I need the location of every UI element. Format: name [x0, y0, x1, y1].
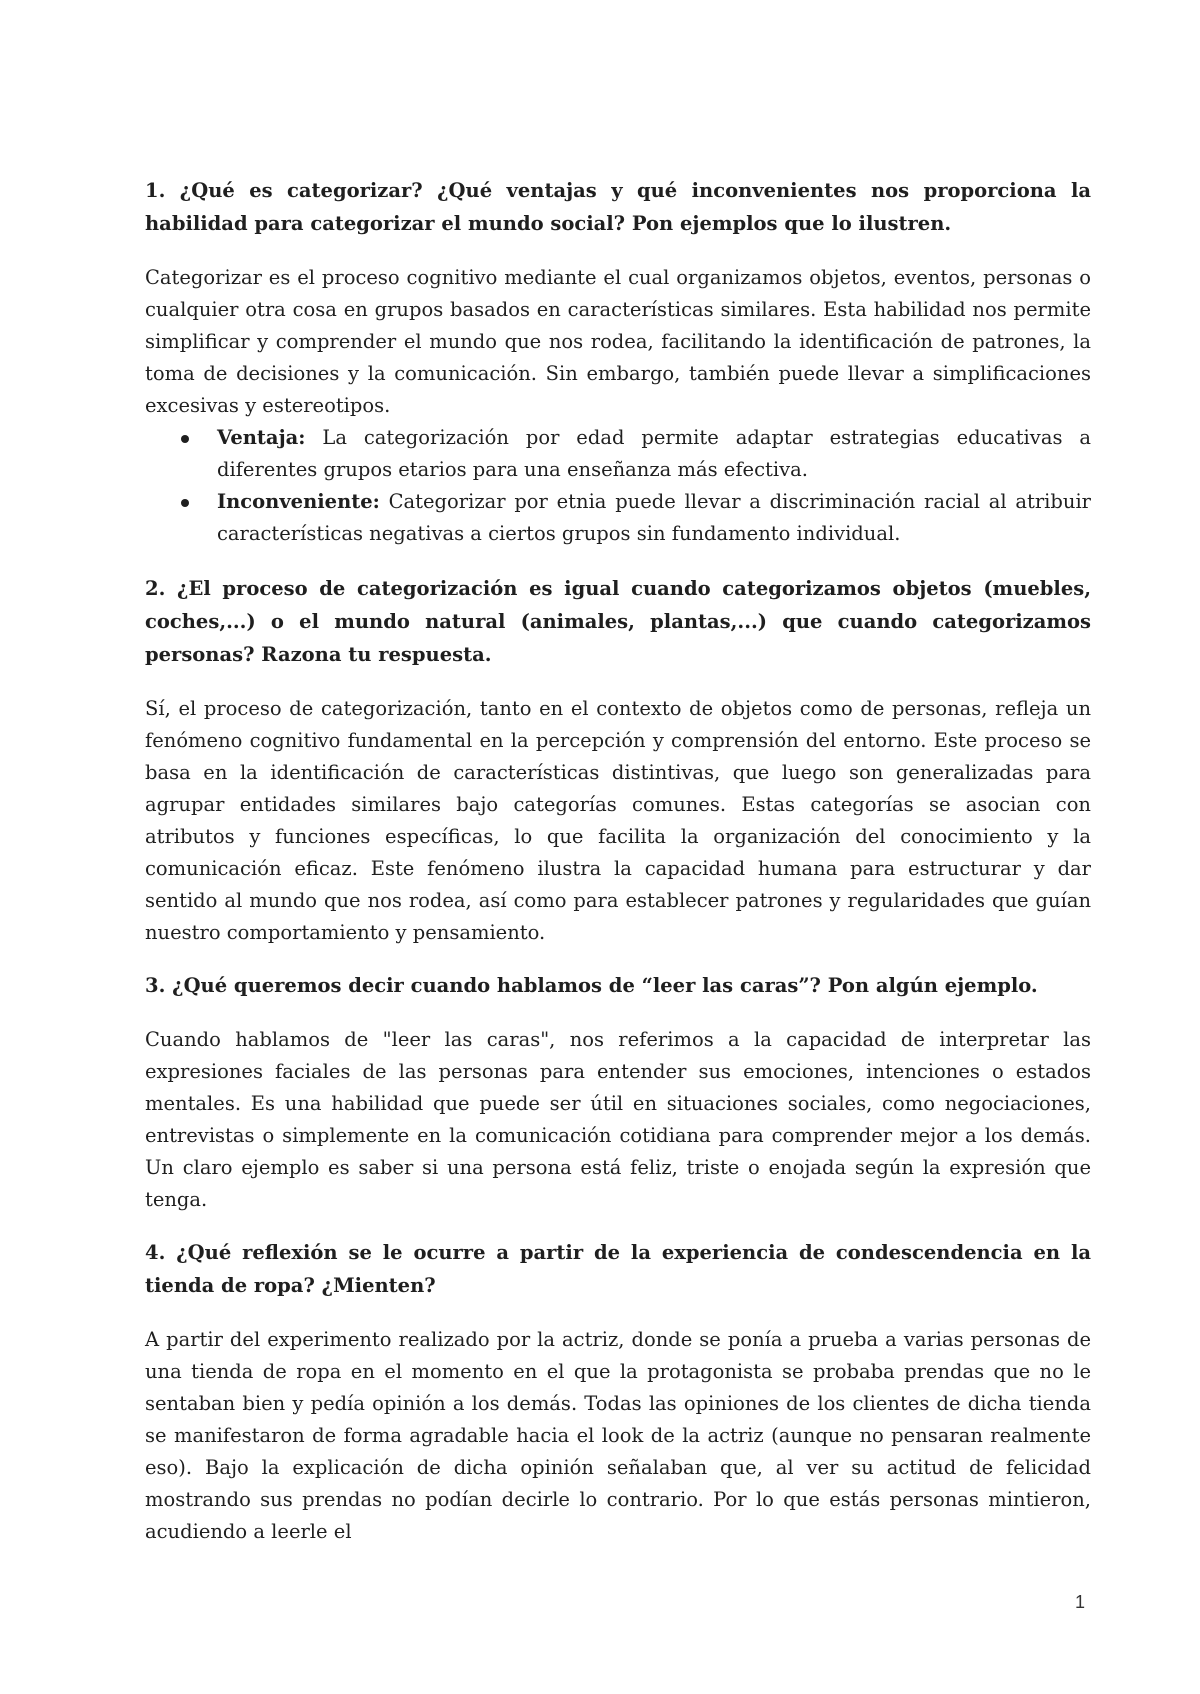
- bullet-text: La categorización por edad permite adaptar estrategias educativas a diferentes grupos etarios para una enseñanza más efectiva.: [217, 426, 1091, 481]
- bullet-text: Categorizar por etnia puede llevar a discriminación racial al atribuir características negativas a ciertos grupos sin fundamento individual.: [217, 490, 1091, 545]
- answer-1-bullet-list: [145, 422, 1091, 550]
- page-number: 1: [1075, 1592, 1086, 1612]
- question-4-heading: 4. ¿Qué reflexión se le ocurre a partir de la experiencia de condescendencia en la tienda de ropa? ¿Mienten?: [145, 1241, 1091, 1297]
- answer-1-paragraph: Categorizar es el proceso cognitivo mediante el cual organizamos objetos, eventos, personas o cualquier otra cosa en grupos basados en características similares. Esta habilidad nos permite simplificar y comprender el mundo que nos rodea, facilitando la identificación de patrones, la toma de decisiones y la comunicación. Sin embargo, también puede llevar a simplificaciones excesivas y estereotipos.: [145, 266, 1091, 417]
- question-3-heading: 3. ¿Qué queremos decir cuando hablamos de “leer las caras”? Pon algún ejemplo.: [145, 974, 1038, 997]
- bullet-item-ventaja: [217, 422, 1091, 486]
- bullet-item-inconveniente: [217, 486, 1091, 550]
- answer-3-paragraph: Cuando hablamos de "leer las caras", nos referimos a la capacidad de interpretar las expresiones faciales de las personas para entender sus emociones, intenciones o estados mentales. Es una habilidad que puede ser útil en situaciones sociales, como negociaciones, entrevistas o simplemente en la comunicación cotidiana para comprender mejor a los demás. Un claro ejemplo es saber si una persona está feliz, triste o enojada según la expresión que tenga.: [145, 1028, 1091, 1211]
- answer-4-paragraph: A partir del experimento realizado por la actriz, donde se ponía a prueba a varias personas de una tienda de ropa en el momento en el que la protagonista se probaba prendas que no le sentaban bien y pedía opinión a los demás. Todas las opiniones de los clientes de dicha tienda se manifestaron de forma agradable hacia el look de la actriz (aunque no pensaran realmente eso). Bajo la explicación de dicha opinión señalaban que, al ver su actitud de felicidad mostrando sus prendas no podían decirle lo contrario. Por lo que estás personas mintieron, acudiendo a leerle el: [145, 1328, 1091, 1543]
- question-2-heading: 2. ¿El proceso de categorización es igual cuando categorizamos objetos (muebles, coches,...) o el mundo natural (animales, plantas,...) que cuando categorizamos personas? Razona tu respuesta.: [145, 577, 1091, 666]
- question-1-heading: 1. ¿Qué es categorizar? ¿Qué ventajas y qué inconvenientes nos proporciona la habilidad para categorizar el mundo social? Pon ejemplos que lo ilustren.: [145, 179, 1091, 235]
- bullet-label: Ventaja:: [217, 426, 306, 449]
- document-body: [145, 174, 1091, 1568]
- bullet-dot-icon: [181, 499, 189, 507]
- bullet-dot-icon: [181, 435, 189, 443]
- bullet-label: Inconveniente:: [217, 490, 380, 513]
- answer-2-paragraph: Sí, el proceso de categorización, tanto en el contexto de objetos como de personas, refleja un fenómeno cognitivo fundamental en la percepción y comprensión del entorno. Este proceso se basa en la identificación de características distintivas, que luego son generalizadas para agrupar entidades similares bajo categorías comunes. Estas categorías se asocian con atributos y funciones específicas, lo que facilita la organización del conocimiento y la comunicación eficaz. Este fenómeno ilustra la capacidad humana para estructurar y dar sentido al mundo que nos rodea, así como para establecer patrones y regularidades que guían nuestro comportamiento y pensamiento.: [145, 697, 1091, 944]
